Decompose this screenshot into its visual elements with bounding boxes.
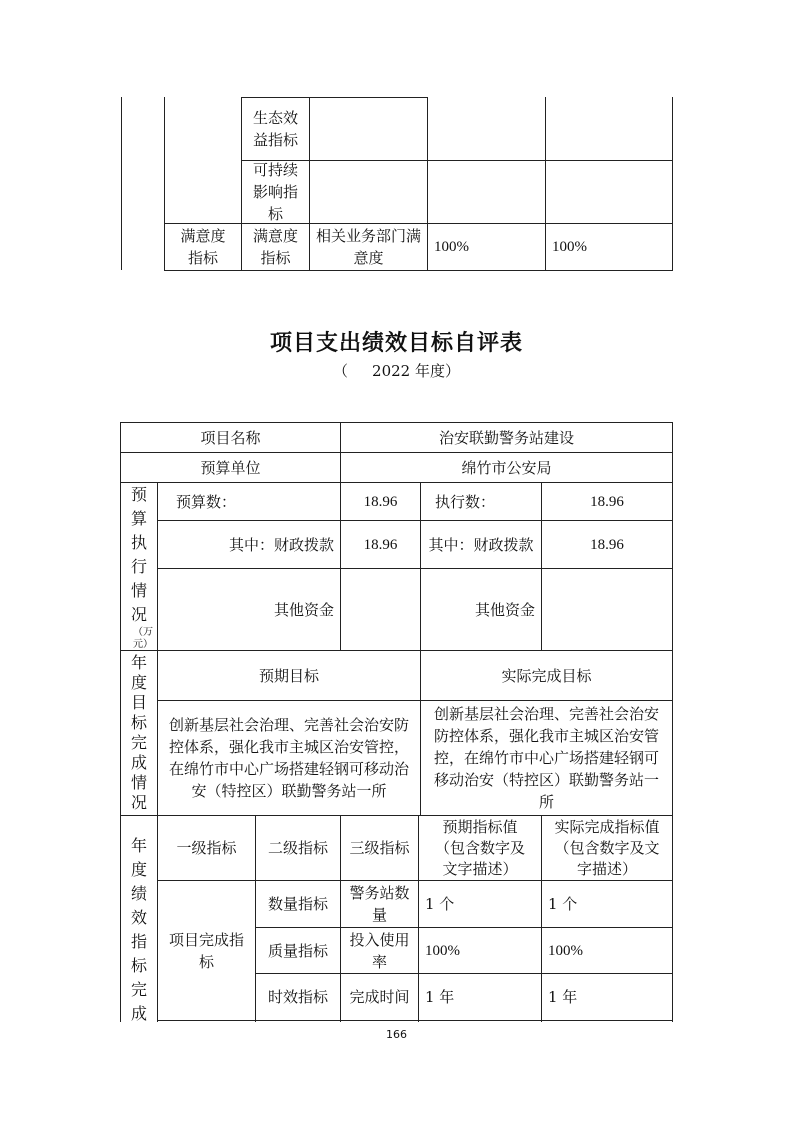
exec-label: 执行数： — [435, 492, 496, 511]
year-label: 2022 年度） — [372, 362, 460, 380]
col-header-level2: 二级指标 — [267, 839, 328, 857]
budget-unit-value: 绵竹市公安局 — [461, 458, 552, 477]
satisfaction-level2: 满意度指标 — [252, 226, 298, 267]
budget-exec-label-text: 预算执行情况 — [130, 484, 147, 624]
sustainability-indicator: 可持续影响指标 — [252, 160, 298, 223]
row-quality-expected: 100% — [425, 942, 460, 959]
annual-goal-label-text: 年度目标完成情况 — [130, 653, 147, 812]
top-table-border-right — [672, 97, 673, 270]
budget-exec-unit: （万元） — [133, 626, 153, 650]
satisfaction-actual-value: 100% — [552, 238, 587, 255]
row-timeliness-level2: 时效指标 — [267, 988, 328, 1006]
row-quantity-expected: 1 个 — [425, 895, 455, 913]
budget-value: 18.96 — [363, 493, 398, 510]
row-quantity-level2: 数量指标 — [267, 895, 328, 913]
col-header-actual: 实际完成指标值（包含数字及文字描述） — [554, 817, 660, 878]
budget-unit-label: 预算单位 — [200, 458, 261, 477]
row-timeliness-actual: 1 年 — [548, 988, 578, 1006]
other-funds-label-exec: 其他资金 — [474, 600, 535, 619]
annual-goal-label — [121, 651, 157, 815]
row-quantity-actual: 1 个 — [548, 895, 578, 913]
expected-goal-text: 创新基层社会治理、完善社会治安防控体系，强化我市主城区治安管控，在绵竹市中心广场搭建轻钢可移动治安（特控区）联勤警务站一所 — [168, 716, 409, 800]
fiscal-budget-value: 18.96 — [363, 536, 398, 553]
row-timeliness-expected: 1 年 — [425, 988, 455, 1006]
actual-goal-text: 创新基层社会治理、完善社会治安防控体系，强化我市主城区治安管控，在绵竹市中心广场搭建轻钢可移动治安（特控区）联勤警务站一所 — [433, 705, 659, 811]
form-row-line — [157, 1020, 673, 1021]
satisfaction-level3: 相关业务部门满意度 — [316, 226, 422, 267]
satisfaction-expected-value: 100% — [434, 238, 469, 255]
indicator-section-label — [121, 816, 157, 1022]
document-title: 项目支出绩效目标自评表 — [269, 330, 523, 356]
year-open-paren: （ — [333, 362, 349, 380]
row-quality-level2: 质量指标 — [267, 941, 328, 960]
exec-value: 18.96 — [590, 493, 624, 510]
budget-exec-label — [121, 483, 157, 650]
fiscal-exec-value: 18.96 — [590, 536, 624, 553]
other-funds-label: 其他资金 — [273, 600, 334, 619]
page-number: 166 — [386, 1028, 407, 1041]
budget-label: 预算数： — [176, 492, 237, 511]
document-year — [0, 360, 793, 381]
col-header-expected: 预期指标值（包含数字及文字描述） — [434, 817, 525, 878]
actual-goal-header: 实际完成目标 — [501, 666, 592, 685]
row-quality-actual: 100% — [548, 942, 583, 959]
top-table-border — [164, 270, 673, 271]
project-name-value: 治安联勤警务站建设 — [438, 428, 574, 447]
row-quality-level3: 投入使用率 — [349, 930, 410, 971]
project-completion-indicator: 项目完成指标 — [168, 930, 244, 971]
col-header-level3: 三级指标 — [349, 839, 410, 857]
col-header-level1: 一级指标 — [176, 839, 237, 857]
expected-goal-header: 预期目标 — [258, 666, 319, 685]
eco-benefit-indicator: 生态效益指标 — [252, 108, 298, 149]
top-table-border-left — [121, 97, 122, 270]
fiscal-appropriation-label: 其中：财政拨款 — [228, 535, 334, 554]
row-timeliness-level3: 完成时间 — [349, 988, 410, 1006]
satisfaction-level1: 满意度指标 — [180, 226, 226, 267]
project-name-label: 项目名称 — [200, 428, 261, 447]
indicator-section-label-text: 年度绩效指标完成 — [130, 836, 147, 1023]
row-quantity-level3: 警务站数量 — [349, 884, 410, 924]
form-border-right — [672, 422, 673, 1022]
fiscal-appropriation-label-exec: 其中：财政拨款 — [428, 535, 534, 554]
